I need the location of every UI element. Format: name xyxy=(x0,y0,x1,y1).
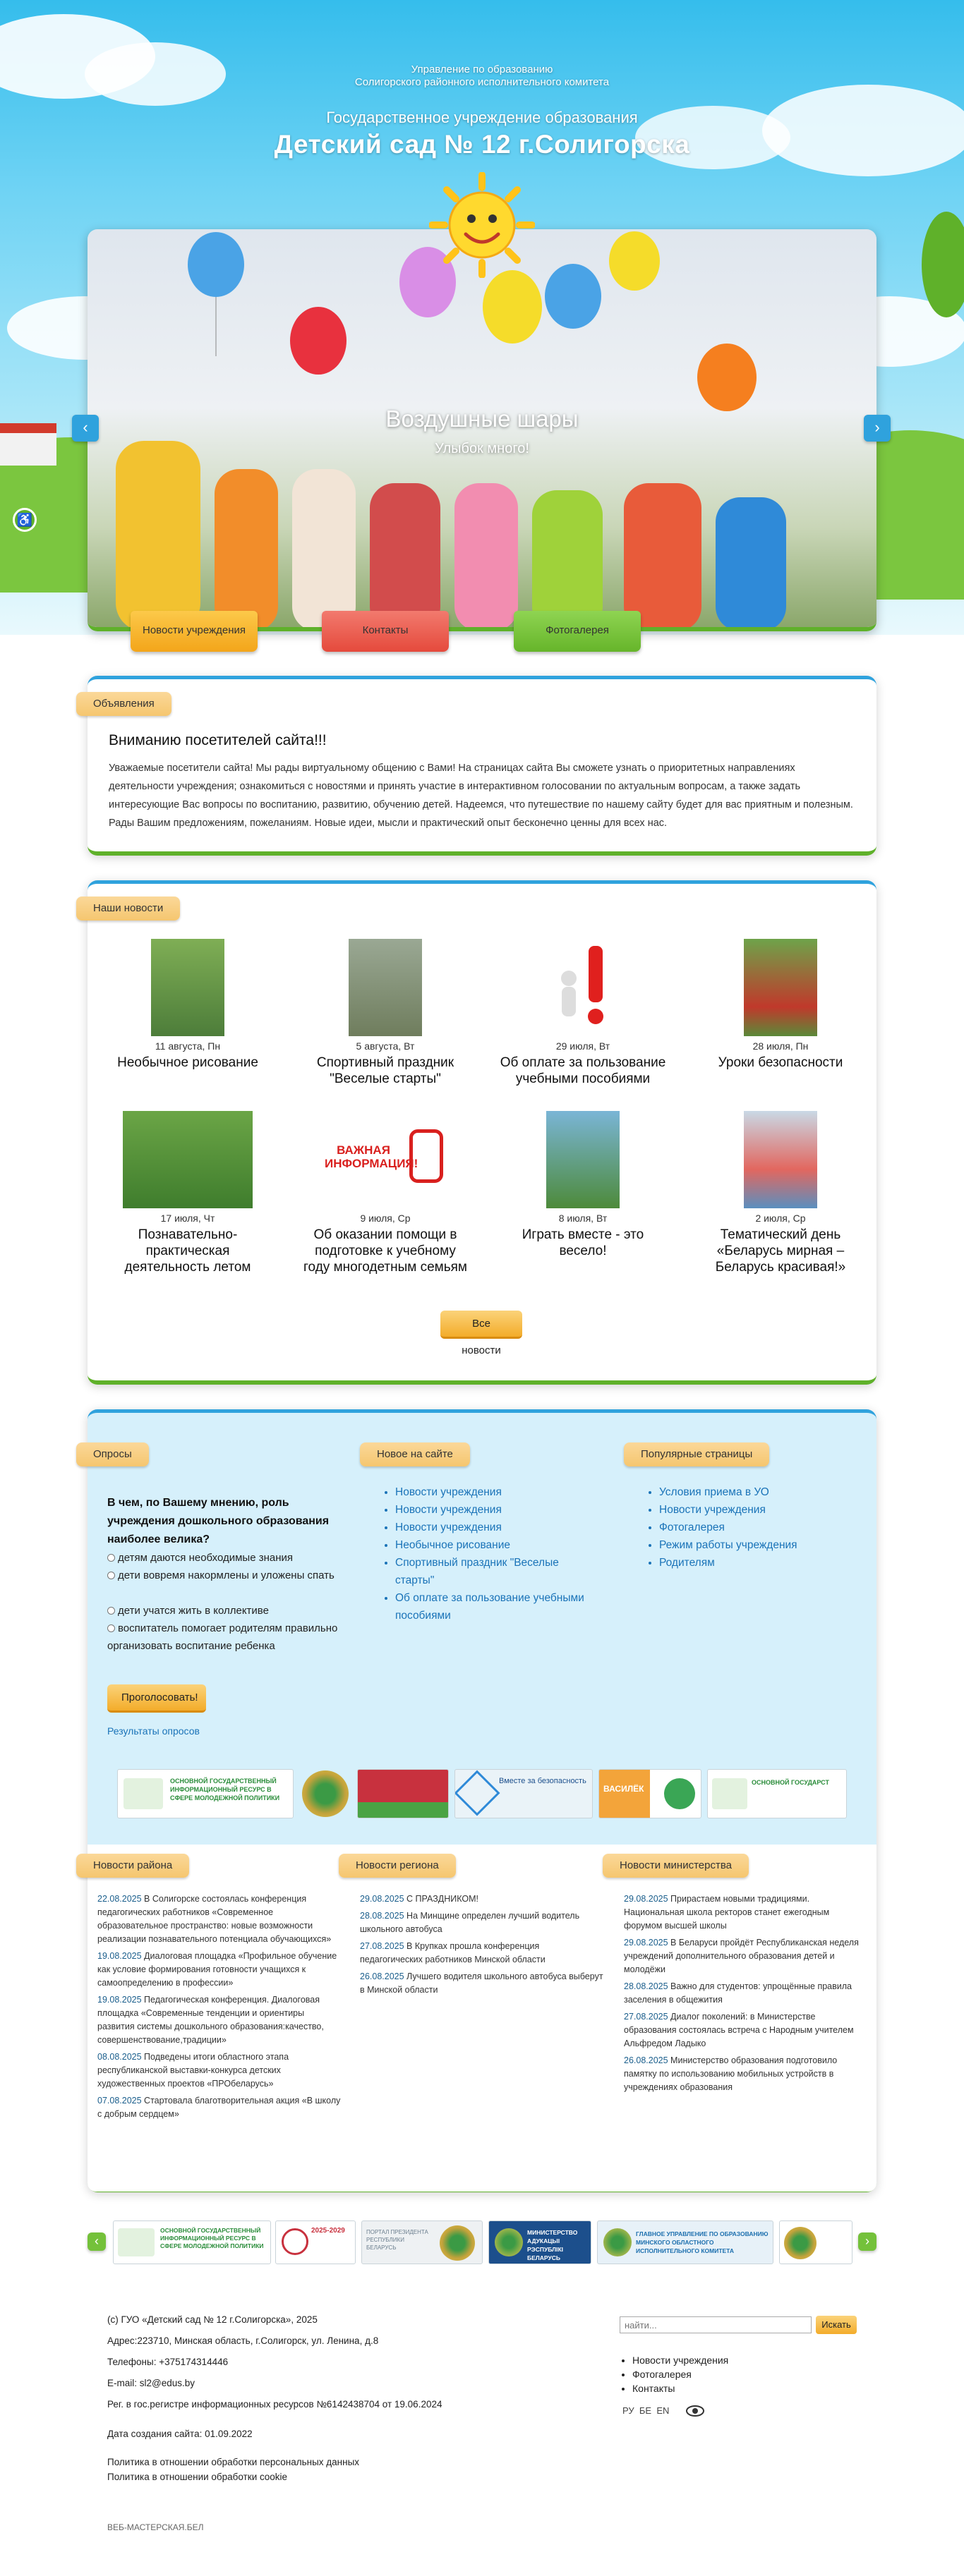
radio-button[interactable] xyxy=(107,1572,115,1579)
banner-vasilek[interactable] xyxy=(598,1769,701,1818)
footer-copyright: (с) ГУО «Детский сад № 12 г.Солигорска», 2025 xyxy=(107,2314,318,2325)
gov-line: Государственное учреждение образования xyxy=(326,109,638,126)
banner-text: 2025-2029 xyxy=(311,2227,345,2235)
state-emblem-icon xyxy=(440,2225,475,2261)
ministry-news-item[interactable]: 29.08.2025 В Беларуси пройдёт Республиканская неделя учреждений дополнительного образования детей и молодёжи xyxy=(624,1938,859,1974)
state-emblem-icon xyxy=(784,2227,817,2259)
announcement-title: Вниманию посетителей сайта!!! xyxy=(109,732,327,748)
banner-text: ВАСИЛЁК xyxy=(603,1784,644,1794)
badge-icon xyxy=(282,2228,308,2255)
news-date: 5 августа, Вт xyxy=(356,1040,415,1052)
ministry-news-item[interactable]: 28.08.2025 Важно для студентов: упрощённые правила заселения в общежития xyxy=(624,1981,852,2005)
news-date: 8 июля, Вт xyxy=(558,1213,608,1224)
news-item[interactable] xyxy=(696,939,865,1071)
lang-ru[interactable]: РУ xyxy=(622,2405,634,2416)
banner-text: ОСНОВНОЙ ГОСУДАРСТВЕННЫЙ ИНФОРМАЦИОННЫЙ РЕСУРС В СФЕРЕ МОЛОДЕЖНОЙ ПОЛИТИКИ xyxy=(170,1778,280,1802)
footer-links xyxy=(632,2353,728,2395)
news-title[interactable]: Познавательно-практическая деятельность летом xyxy=(124,1227,251,1275)
carousel-banner-regional[interactable] xyxy=(597,2220,773,2264)
banner-youth-portal-2[interactable] xyxy=(707,1769,847,1818)
footer-info xyxy=(107,2309,442,2415)
cookie-policy-link[interactable]: Политика в отношении обработки cookie xyxy=(107,2472,288,2482)
radio-button[interactable] xyxy=(107,1607,115,1615)
lang-en[interactable]: EN xyxy=(656,2405,670,2416)
district-news-list xyxy=(97,1892,341,2125)
poll-option-label: детям даются необходимые знания xyxy=(118,1552,294,1564)
language-switcher xyxy=(622,2405,669,2416)
visually-impaired-eye-icon[interactable] xyxy=(686,2405,704,2417)
carousel-banner-emblem[interactable] xyxy=(779,2220,852,2264)
news-title[interactable]: Об оказании помощи в подготовке к учебному году многодетным семьям xyxy=(303,1227,467,1275)
slider-prev-button[interactable]: ‹ xyxy=(72,415,99,442)
news-item[interactable] xyxy=(498,1111,668,1259)
district-news-item[interactable]: 19.08.2025 Диалоговая площадка «Профильное обучение как условие формирования готовности учащихся к самоопределению в профессии» xyxy=(97,1951,337,1988)
region-news-item[interactable]: 26.08.2025 Лучшего водителя школьного автобуса выберут в Минской области xyxy=(360,1972,603,1995)
youth-logo-icon xyxy=(118,2228,155,2256)
news-panel xyxy=(88,880,876,1385)
clover-icon xyxy=(664,1778,695,1809)
footer-created: Дата создания сайта: 01.09.2022 xyxy=(107,2429,253,2439)
region-news-item[interactable]: 29.08.2025 С ПРАЗДНИКОМ! xyxy=(360,1894,479,1904)
poll-option[interactable] xyxy=(107,1602,344,1620)
banner-safety[interactable] xyxy=(454,1769,593,1818)
ministry-news-list xyxy=(624,1892,867,2098)
news-thumbnail[interactable] xyxy=(320,1111,450,1208)
poll-results-link[interactable]: Результаты опросов xyxy=(107,1725,200,1737)
radio-button[interactable] xyxy=(107,1624,115,1632)
news-date: 9 июля, Ср xyxy=(360,1213,411,1224)
slide-caption-title: Воздушные шары xyxy=(385,406,579,432)
news-thumbnail[interactable] xyxy=(151,939,224,1036)
news-item[interactable] xyxy=(103,1111,272,1275)
news-title[interactable]: Спортивный праздник "Веселые старты" xyxy=(316,1055,454,1086)
district-news-item[interactable]: 07.08.2025 Стартовала благотворительная акция «В школу с добрым сердцем» xyxy=(97,2096,341,2119)
news-thumbnail[interactable] xyxy=(349,939,422,1036)
news-thumbnail[interactable] xyxy=(744,1111,817,1208)
popular-page-link[interactable]: • Режим работы учреждения xyxy=(659,1536,857,1554)
footer-address: Адрес:223710, Минская область, г.Солигорск, ул. Ленина, д.8 xyxy=(107,2335,379,2346)
popular-pages-label: Популярные страницы xyxy=(624,1442,769,1466)
site-title[interactable]: Детский сад № 12 г.Солигорска xyxy=(274,130,690,159)
ministry-news-item[interactable]: 29.08.2025 Прирастаем новыми традициями. Национальная школа ректоров станет ежегодным форумом высшей школы xyxy=(624,1894,830,1931)
popular-page-link[interactable]: • Родителям xyxy=(659,1554,857,1572)
slide-caption-subtitle: Улыбок много! xyxy=(435,441,529,456)
ministry-emblem-icon xyxy=(495,2228,523,2256)
popular-page-link[interactable]: • Условия приема в УО xyxy=(659,1483,857,1501)
accessibility-icon[interactable]: ♿ xyxy=(13,508,37,532)
announcement-body: Уважаемые посетители сайта! Мы рады виртуальному общению с Вами! На страницах сайта Вы сможете узнать о приоритетных направлениях деятельности учреждения; ознакомиться с новостями и принять участие в интерактивном голосовании по актуальным вопросам, а также задать интересующие Вас вопросы по воспитанию, развитию, обучению детей. Надеемся, что путешествие по нашему сайту будет для вас приятным и полезным. Рады Вашим предложениям, пожеланиям. Новые идеи, мысли и практический опыт бесконечно ценны для всех нас. xyxy=(109,763,853,829)
webmaster-credit[interactable]: ВЕБ-МАСТЕРСКАЯ.БЕЛ xyxy=(107,2522,204,2532)
carousel-banner-youth[interactable] xyxy=(113,2220,271,2264)
popular-pages-list xyxy=(645,1483,857,1572)
footer-link[interactable]: • Новости учреждения xyxy=(632,2353,728,2367)
banner-text: Вместе за безопасность xyxy=(499,1777,586,1785)
banner-text: МИНИСТЕРСТВО АДУКАЦЫІ РЭСПУБЛІКІ БЕЛАРУСЬ xyxy=(527,2229,578,2261)
poll-option[interactable] xyxy=(107,1567,344,1584)
news-date: 2 июля, Ср xyxy=(755,1213,806,1224)
new-on-site-list xyxy=(381,1483,593,1624)
region-news-label: Новости региона xyxy=(339,1854,456,1878)
poll-option-label: дети вовремя накормлены и уложены спать xyxy=(118,1569,335,1581)
lang-be[interactable]: БЕ xyxy=(639,2405,652,2416)
news-title[interactable]: Необычное рисование xyxy=(117,1055,258,1070)
poll-question: В чем, по Вашему мнению, роль учреждения дошкольного образования наиболее велика? xyxy=(107,1497,330,1545)
exclamation-figure-icon[interactable] xyxy=(541,939,625,1036)
poll-option[interactable] xyxy=(107,1620,344,1655)
footer-registry: Рег. в гос.регистре информационных ресурсов №6142438704 от 19.06.2024 xyxy=(107,2399,442,2410)
poll-option-label: воспитатель помогает родителям правильно организовать воспитание ребенка xyxy=(107,1622,338,1652)
news-item[interactable] xyxy=(301,939,470,1087)
popular-page-link[interactable]: • Фотогалерея xyxy=(659,1519,857,1536)
region-news-list xyxy=(360,1892,603,2000)
ministry-news-item[interactable]: 27.08.2025 Диалог поколений: в Министерстве образования состоялась встреча с Народным учителем Альфредом Ладыко xyxy=(624,2012,854,2048)
banner-youth-portal[interactable] xyxy=(117,1769,294,1818)
tab-photo-gallery[interactable]: Фотогалерея xyxy=(514,611,641,652)
search-button[interactable]: Искать xyxy=(816,2316,857,2334)
popular-page-link[interactable]: • Новости учреждения xyxy=(659,1501,857,1519)
new-on-site-link[interactable]: • Новости учреждения xyxy=(395,1501,593,1519)
carousel-banner-years[interactable] xyxy=(275,2220,356,2264)
new-on-site-link[interactable]: • Об оплате за пользование учебными пособиями xyxy=(395,1589,593,1624)
news-title[interactable]: Уроки безопасности xyxy=(718,1055,843,1070)
region-news-item[interactable]: 28.08.2025 На Минщине определен лучший водитель школьного автобуса xyxy=(360,1911,580,1934)
safety-star-icon xyxy=(454,1770,500,1816)
important-info-text: ВАЖНАЯ ИНФОРМАЦИЯ! xyxy=(325,1143,418,1170)
news-item[interactable] xyxy=(301,1111,470,1275)
news-date: 29 июля, Вт xyxy=(555,1040,610,1052)
state-emblem-icon xyxy=(302,1770,349,1817)
new-on-site-link[interactable]: • Спортивный праздник "Веселые старты" xyxy=(395,1554,593,1589)
banner-text: ПОРТАЛ ПРЕЗИДЕНТА РЕСПУБЛИКИ БЕЛАРУСЬ xyxy=(366,2229,428,2251)
news-thumbnail[interactable] xyxy=(744,939,817,1036)
footer-link[interactable]: • Контакты xyxy=(632,2381,728,2395)
poll-option-label: дети учатся жить в коллективе xyxy=(118,1605,269,1617)
news-item[interactable] xyxy=(498,939,668,1087)
footer-link[interactable]: • Фотогалерея xyxy=(632,2367,728,2381)
new-on-site-link[interactable]: • Новости учреждения xyxy=(395,1519,593,1536)
announcements-label: Объявления xyxy=(76,692,171,716)
org-line-1: Управление по образованию xyxy=(411,63,553,75)
carousel-prev-button[interactable]: ‹ xyxy=(88,2232,106,2251)
flag-icon xyxy=(358,1770,449,1802)
regional-emblem-icon xyxy=(603,2228,632,2256)
footer-phone: Телефоны: +375174314446 xyxy=(107,2357,229,2367)
poll-label: Опросы xyxy=(76,1442,149,1466)
banner-text: ОСНОВНОЙ ГОСУДАРСТВЕННЫЙ ИНФОРМАЦИОННЫЙ РЕСУРС В СФЕРЕ МОЛОДЕЖНОЙ ПОЛИТИКИ xyxy=(160,2227,264,2249)
news-date: 28 июля, Пн xyxy=(752,1040,809,1052)
news-thumbnail[interactable] xyxy=(123,1111,253,1208)
new-on-site-label: Новое на сайте xyxy=(360,1442,470,1466)
org-line-2: Солигорского районного исполнительного комитета xyxy=(354,76,610,88)
news-date: 17 июля, Чт xyxy=(160,1213,215,1224)
footer-email[interactable]: E-mail: sl2@edus.by xyxy=(107,2378,195,2388)
radio-button[interactable] xyxy=(107,1554,115,1562)
banner-emblem[interactable] xyxy=(298,1769,353,1818)
hand-icon xyxy=(409,1129,443,1183)
district-news-item[interactable]: 19.08.2025 Педагогическая конференция. Диалоговая площадка «Современные тенденции и ориентиры развития системы дошкольного образования:качество, совершенствование,традиции» xyxy=(97,1995,324,2045)
poll-option[interactable] xyxy=(107,1549,344,1567)
news-title[interactable]: Тематический день «Беларусь мирная – Беларусь красивая!» xyxy=(715,1227,846,1275)
privacy-policy-link[interactable]: Политика в отношении обработки персональных данных xyxy=(107,2457,360,2467)
sun-icon xyxy=(429,172,535,278)
image-slider[interactable] xyxy=(88,229,876,631)
youth-logo-icon xyxy=(123,1778,163,1809)
news-item[interactable] xyxy=(103,939,272,1071)
banner-text: ГЛАВНОЕ УПРАВЛЕНИЕ ПО ОБРАЗОВАНИЮ МИНСКОГО ОБЛАСТНОГО ИСПОЛНИТЕЛЬНОГО КОМИТЕТА xyxy=(636,2230,769,2254)
search-input[interactable] xyxy=(620,2316,812,2333)
ministry-news-item[interactable]: 26.08.2025 Министерство образования подготовило памятку по использованию мобильных устройств в учреждениях образования xyxy=(624,2055,838,2092)
district-news-item[interactable]: 08.08.2025 Подведены итоги областного этапа республиканской выставки-конкурса детских художественных проектов «ПРОбеларусь» xyxy=(97,2052,289,2089)
banner-flag[interactable] xyxy=(357,1769,449,1818)
district-news-item[interactable]: 22.08.2025 В Солигорске состоялась конференция педагогических работников «Современное образовательное пространство: новые возможности реализации познавательного потенциала обучающихся» xyxy=(97,1894,332,1944)
vote-button[interactable]: Проголосовать! xyxy=(107,1684,206,1713)
house-icon xyxy=(0,423,56,466)
news-item[interactable] xyxy=(696,1111,865,1275)
all-news-button[interactable]: Все новости xyxy=(440,1311,522,1339)
tab-institution-news[interactable]: Новости учреждения xyxy=(131,611,258,652)
carousel-banner-ministry[interactable] xyxy=(488,2220,591,2264)
new-on-site-link[interactable]: • Необычное рисование xyxy=(395,1536,593,1554)
news-label: Наши новости xyxy=(76,897,180,921)
news-date: 11 августа, Пн xyxy=(155,1040,221,1052)
ministry-news-label: Новости министерства xyxy=(603,1854,749,1878)
district-news-label: Новости района xyxy=(76,1854,189,1878)
tab-contacts[interactable]: Контакты xyxy=(322,611,449,652)
slider-next-button[interactable]: › xyxy=(864,415,891,442)
news-title[interactable]: Играть вместе - это весело! xyxy=(522,1227,644,1258)
region-news-item[interactable]: 27.08.2025 В Крупках прошла конференция педагогических работников Минской области xyxy=(360,1941,546,1964)
news-title[interactable]: Об оплате за пользование учебными пособиями xyxy=(500,1055,666,1086)
carousel-banner-president[interactable] xyxy=(361,2220,483,2264)
youth-logo-icon xyxy=(712,1778,747,1809)
announcements-panel xyxy=(88,676,876,856)
banner-text: ОСНОВНОЙ ГОСУДАРСТ xyxy=(752,1779,829,1786)
new-on-site-link[interactable]: • Новости учреждения xyxy=(395,1483,593,1501)
news-thumbnail[interactable] xyxy=(546,1111,620,1208)
footer-privacy xyxy=(107,2455,359,2484)
widgets-panel xyxy=(88,1409,876,2192)
carousel-next-button[interactable]: › xyxy=(858,2232,876,2251)
